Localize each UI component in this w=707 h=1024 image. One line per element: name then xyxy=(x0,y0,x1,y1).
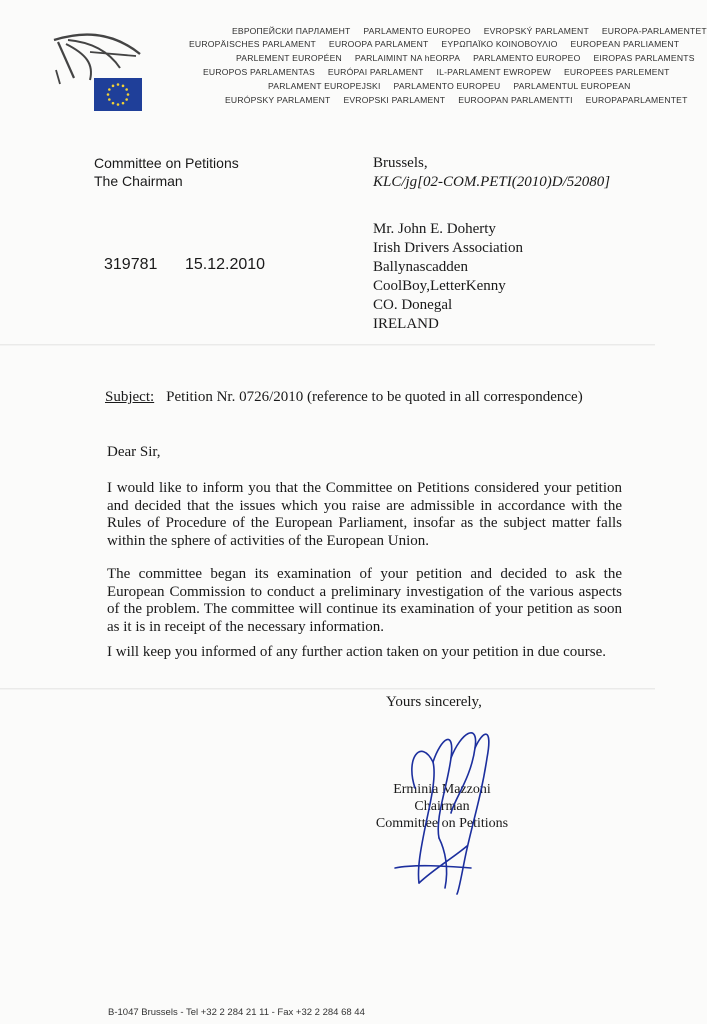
names-row xyxy=(203,67,670,77)
name-label: EURÓPSKY PARLAMENT xyxy=(225,95,331,105)
greeting: Dear Sir, xyxy=(107,444,161,460)
flag-star xyxy=(112,102,115,105)
name-label: PARLEMENT EUROPÉEN xyxy=(236,53,342,63)
closing-line: Yours sincerely, xyxy=(386,694,482,710)
name-label: PARLAIMINT NA hEORPA xyxy=(354,53,461,63)
flag-star xyxy=(108,88,111,91)
name-label: EUROPEAN PARLIAMENT xyxy=(570,39,680,49)
name-label: IL-PARLAMENT EWROPEW xyxy=(436,67,551,77)
flag-star xyxy=(127,93,130,96)
name-label: EUROPOS PARLAMENTAS xyxy=(203,67,315,77)
subject-label: Subject: xyxy=(105,389,155,405)
body-paragraph: The committee began its examination of your petition and decided to ask the European Commission to conduct a preliminary investigation of the various aspects of the problem. The committee will continue its examination of your petition as soon as it is in receipt of the necessary information. xyxy=(107,566,622,635)
subject-line xyxy=(105,389,583,406)
names-row xyxy=(268,81,631,91)
recipient-address xyxy=(373,220,523,334)
name-label: PARLAMENTO EUROPEO xyxy=(363,26,471,36)
paper-fold-line xyxy=(0,344,655,346)
name-label: PARLAMENTO EUROPEU xyxy=(393,81,501,91)
flag-star xyxy=(122,102,125,105)
address-line: IRELAND xyxy=(373,316,439,332)
letter-date: 15.12.2010 xyxy=(185,256,266,273)
address-line: Ballynascadden xyxy=(373,259,468,275)
flag-star xyxy=(122,85,125,88)
name-label: ЕВРОПЕЙСКИ ПАРЛАМЕНТ xyxy=(232,26,351,36)
place-block xyxy=(373,154,610,192)
name-label: EUROPA-PARLAMENTET xyxy=(601,26,707,36)
names-row xyxy=(225,95,688,105)
address-line: CO. Donegal xyxy=(373,297,453,313)
flag-star xyxy=(112,85,115,88)
flag-star xyxy=(107,93,110,96)
body-paragraph: I will keep you informed of any further action taken on your petition in due course. xyxy=(107,644,607,660)
sender-block xyxy=(94,154,239,190)
committee-name: Committee on Petitions xyxy=(94,155,239,171)
address-line: Mr. John E. Doherty xyxy=(373,221,496,237)
european-parliament-logo xyxy=(50,32,160,116)
names-row xyxy=(232,26,707,36)
handwritten-signature xyxy=(375,718,515,898)
chairman-role: The Chairman xyxy=(94,173,183,189)
paper-fold-line xyxy=(0,688,655,690)
flag-star xyxy=(125,98,128,101)
names-row xyxy=(189,39,679,49)
name-label: PARLAMENTO EUROPEO xyxy=(473,53,581,63)
name-label: EUROOPA PARLAMENT xyxy=(328,39,429,49)
flag-star xyxy=(108,98,111,101)
name-label: EUROOPAN PARLAMENTTI xyxy=(458,95,573,105)
name-label: EUROPEES PARLEMENT xyxy=(563,67,670,77)
eu-flag-icon xyxy=(94,78,142,111)
subject-text: Petition Nr. 0726/2010 (reference to be quoted in all correspondence) xyxy=(166,389,583,405)
names-row xyxy=(236,53,695,63)
signatory-committee: Committee on Petitions xyxy=(375,816,509,831)
name-label: EVROPSKI PARLAMENT xyxy=(343,95,446,105)
registration-number: 319781 xyxy=(104,256,158,273)
signatory-title: Chairman xyxy=(414,799,470,814)
flag-star xyxy=(117,103,120,106)
name-label: EURÓPAI PARLAMENT xyxy=(327,67,424,77)
name-label: PARLAMENTUL EUROPEAN xyxy=(513,81,631,91)
city-label: Brussels, xyxy=(373,155,428,171)
footer-contact: B-1047 Brussels - Tel +32 2 284 21 11 - Fax +32 2 284 68 44 xyxy=(108,1007,365,1018)
flag-star xyxy=(125,88,128,91)
signatory-name: Erminia Mazzoni xyxy=(393,782,491,797)
body-paragraph: I would like to inform you that the Committee on Petitions considered your petition and decided that the issues which you raise are admissible in accordance with the Rules of Procedure of the European Parliament, insofar as the subject matter falls within the sphere of activities of the European Union. xyxy=(107,480,622,549)
reference-code: KLC/jg[02-COM.PETI(2010)D/52080] xyxy=(373,174,611,190)
address-line: Irish Drivers Association xyxy=(373,240,523,256)
address-line: CoolBoy,LetterKenny xyxy=(373,278,506,294)
name-label: ΕΥΡΩΠΑΪΚΟ ΚΟΙΝΟΒΟΥΛΙΟ xyxy=(441,39,558,49)
flag-star xyxy=(117,83,120,86)
name-label: EUROPÄISCHES PARLAMENT xyxy=(189,39,316,49)
name-label: EIROPAS PARLAMENTS xyxy=(593,53,695,63)
name-label: EVROPSKÝ PARLAMENT xyxy=(483,26,589,36)
name-label: PARLAMENT EUROPEJSKI xyxy=(268,81,381,91)
name-label: EUROPAPARLAMENTET xyxy=(585,95,688,105)
